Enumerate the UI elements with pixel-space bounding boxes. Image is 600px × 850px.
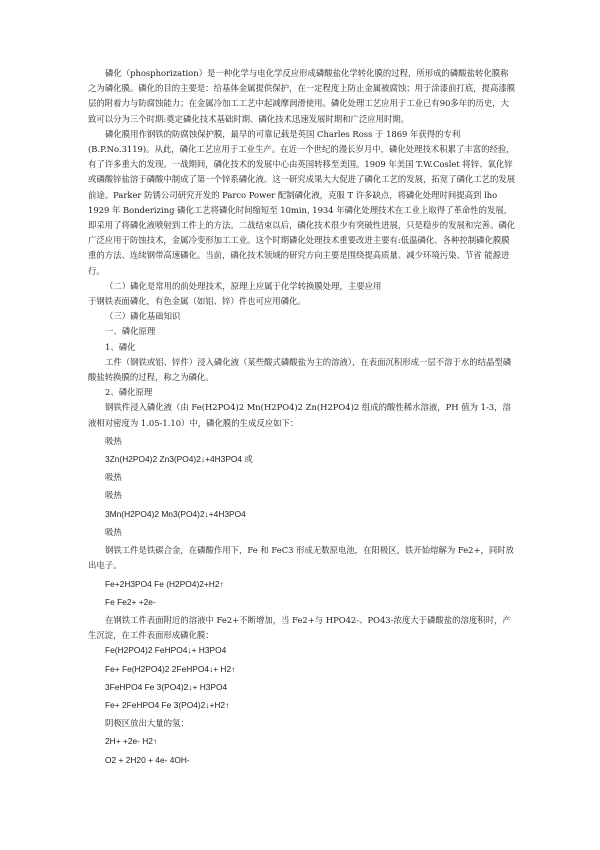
equation-precip-4: Fe+ 2FeHPO4 Fe 3(PO4)2↓+H2↑ (105, 699, 230, 710)
section-two-line1: （二）磷化是常用的前处理技术，原理上应属于化学转换膜处理，主要应用 (105, 280, 382, 291)
equation-precip-3: 3FeHPO4 Fe 3(PO4)2↓+ H3PO4 (105, 681, 228, 692)
equation-iron-dissolve: Fe+2H3PO4 Fe (H2PO4)2+H2↑ (105, 578, 224, 589)
section-two-line2: 于钢铁表面磷化，有色金属（如铝、锌）件也可应用磷化。 (88, 296, 306, 307)
precipitation-paragraph: 在钢铁工件表面附近的溶液中 Fe2+不断增加，当 Fe2+与 HPO42-、PO43-浓度大于磷酸盐的溶度积时，产生沉淀，在工件表面形成磷化膜： (88, 614, 511, 641)
equation-iron-ion: Fe Fe2+ +2e- (105, 596, 156, 607)
document-body (88, 66, 516, 768)
subheading-principle: 2、磷化原理 (105, 387, 153, 398)
endothermic-label: 吸热 (105, 472, 122, 483)
equation-precip-2: Fe+ Fe(H2PO4)2 2FeHPO4↓+ H2↑ (105, 663, 236, 674)
endothermic-label: 吸热 (105, 490, 122, 501)
endothermic-label: 吸热 (105, 526, 122, 537)
history-paragraph: 磷化膜用作钢铁的防腐蚀保护膜，最早的可靠记载是英国 Charles Ross 于 1869 年获得的专利(B.P.No.3119)。从此，磷化工艺应用于工业生产。在近一个世纪的漫长岁月中，磷化处理技术积累了丰富的经验，有了许多重大的发现。一战期间，磷化技术的发展中心由英国转移至美国。1909 年美国 T.W.Coslet 将锌、氧化锌或磷酸锌盐溶于磷酸中制成了第一个锌系磷化液。这一研究成果大大促进了磷化工艺的发展，拓宽了磷化工艺的发展前途。Parker 防锈公司研究开发的 Parco Power 配制磷化液，克服 T 许多缺点，将磷化处理时间提高到 lho 1929 年 Bonderizing 磷化工艺将磷化时间缩短至 10min, 1934 年磷化处理技术在工业上取得了革命性的发展，即采用了将磷化液喷射到工件上的方法。二战结束以后，磷化技术很少有突破性进展，只是稳步的发展和完善。磷化广泛应用于防蚀技术，金属冷变形加工工业。这个时期磷化处理技术重要改进主要有:低温磷化、各种控制磷化膜膜重的方法、连续钢带高速磷化。当前，磷化技术领域的研究方向主要是围绕提高质量、减少环境污染、节省 能源进行。 (88, 128, 516, 276)
galvanic-paragraph: 钢铁工件是铁碳合金，在磷酸作用下，Fe 和 FeC3 形成无数原电池，在阳极区，铁开始熔解为 Fe2+，同时放出电子。 (88, 545, 515, 571)
section-three-heading: （三）磷化基础知识 (105, 311, 181, 322)
solution-description: 钢铁件浸入磷化液（由 Fe(H2PO4)2 Mn(H2PO4)2 Zn(H2PO4)2 组成的酸性稀水溶液，PH 值为 1-3，溶液相对密度为 1.05-1.10）中，磷化膜的生成反应如下： (88, 402, 511, 428)
cathode-label: 阴极区放出大量的氢： (105, 718, 189, 729)
equation-manganese: 3Mn(H2PO4)2 Mn3(PO4)2↓+4H3PO4 (105, 508, 246, 519)
equation-oxygen: O2 + 2H20 + 4e- 4OH- (105, 754, 190, 765)
equation-precip-1: Fe(H2PO4)2 FeHPO4↓+ H3PO4 (105, 645, 227, 656)
phosphating-definition: 工件（钢铁或铝、锌件）浸入磷化液（某些酸式磷酸盐为主的溶液），在表面沉积形成一层不溶于水的结晶型磷酸盐转换膜的过程，称之为磷化。 (88, 356, 512, 383)
principle-heading: 一、磷化原理 (105, 326, 156, 337)
equation-hydrogen: 2H+ +2e- H2↑ (105, 736, 158, 747)
equation-zinc: 3Zn(H2PO4)2 Zn3(PO4)2↓+4H3PO4 或 (105, 454, 253, 465)
subheading-phosphating: 1、磷化 (105, 341, 136, 352)
endothermic-label: 吸热 (105, 435, 122, 446)
intro-paragraph: 磷化（phosphorization）是一种化学与电化学反应形成磷酸盐化学转化膜的过程，所形成的磷酸盐转化膜称之为磷化膜。磷化的目的主要是：给基体金属提供保护，在一定程度上防止金属被腐蚀；用于涂漆前打底，提高漆膜层的附着力与防腐蚀能力；在金属冷加工工艺中起减摩润滑使用。磷化处理工艺应用于工业已有90多年的历史，大致可以分为三个时期:奠定磷化技术基础时期、磷化技术迅速发展时期和广泛应用时期。 (88, 68, 516, 124)
